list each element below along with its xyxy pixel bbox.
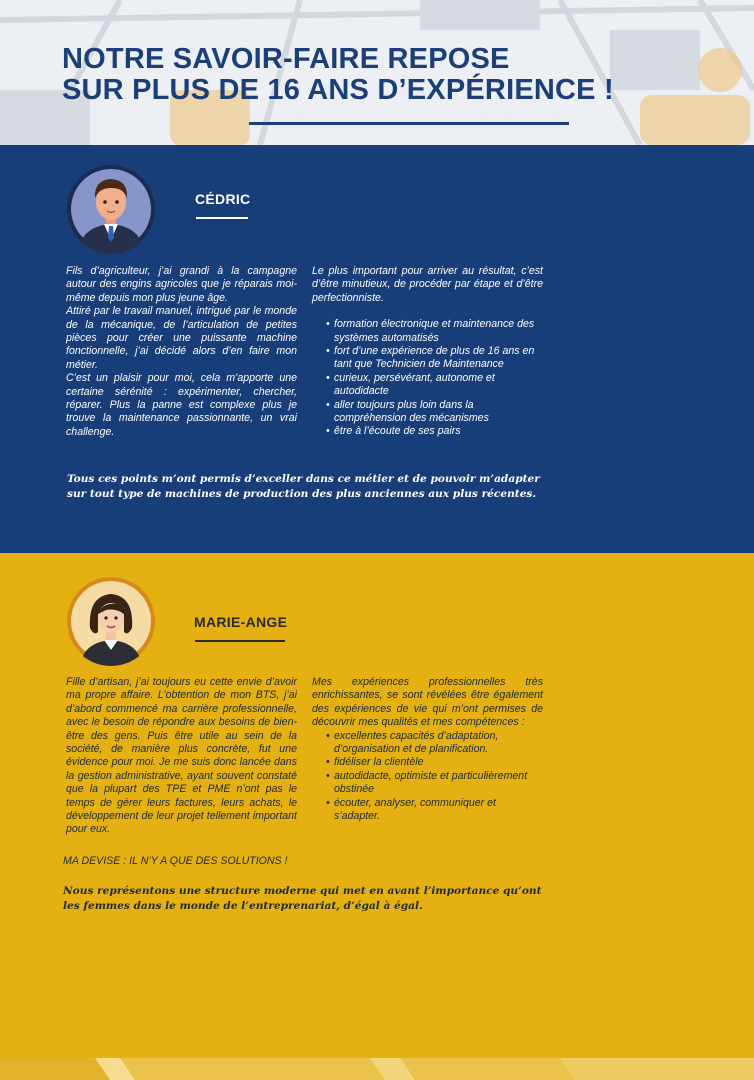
- list-item: • écouter, analyser, communiquer et s’adapter.: [326, 797, 543, 824]
- list-item: • fort d’une expérience de plus de 16 ans en tant que Technicien de Maintenance: [326, 345, 543, 372]
- cedric-paragraph-3: C’est un plaisir pour moi, cela m’apporte une certaine sérénité : expérimenter, chercher, réparer. Plus la panne est complexe plus je trouve la maintenance passionnante, un vrai challenge.: [66, 372, 297, 438]
- marie-ange-avatar: [66, 576, 156, 666]
- marie-ange-intro: Mes expériences professionnelles très enrichissantes, se sont révélées être également des expériences de vie qui m’ont permises de découvrir mes qualités et mes compétences :: [312, 676, 543, 729]
- list-item: • excellentes capacités d’adaptation, d’organisation et de planification.: [326, 730, 543, 757]
- list-item: • aller toujours plus loin dans la compréhension des mécanismes: [326, 399, 543, 426]
- list-item: • formation électronique et maintenance des systèmes automatisés: [326, 318, 543, 345]
- marie-ange-bullet-list: [312, 730, 543, 824]
- footer-band: [0, 1058, 754, 1080]
- marie-ange-story-column: [66, 676, 297, 837]
- marie-ange-quote: Nous représentons une structure moderne qui met en avant l’importance qu’ont les femmes dans le monde de l’entreprenariat, d’égal à égal.: [63, 885, 542, 912]
- cedric-quote: Tous ces points m’ont permis d’exceller dans ce métier et de pouvoir m’adapter sur tout type de machines de production des plus anciennes aux plus récentes.: [67, 473, 540, 500]
- title-underline: [249, 122, 569, 125]
- marie-ange-qualities-column: [312, 676, 543, 823]
- cedric-avatar: [66, 164, 156, 254]
- cedric-paragraph-2: Attiré par le travail manuel, intrigué par le monde de la mécanique, de l’articulation de petites pièces pour créer une puissante machine fonctionnelle, j’ai décidé alors d’en faire mon métier.: [66, 305, 297, 371]
- cedric-story-column: [66, 265, 297, 439]
- marie-ange-name-underline: [195, 640, 285, 642]
- list-item: • fidéliser la clientèle: [326, 756, 543, 769]
- cedric-name: CÉDRIC: [195, 191, 251, 207]
- title-line-1: NOTRE SAVOIR-FAIRE REPOSE: [62, 43, 510, 75]
- list-item: • autodidacte, optimiste et particulièrement obstinée: [326, 770, 543, 797]
- cedric-qualities-column: [312, 265, 543, 439]
- marie-ange-motto: MA DEVISE : IL N’Y A QUE DES SOLUTIONS !: [63, 855, 288, 867]
- cedric-section: [0, 145, 754, 553]
- marie-ange-name: MARIE-ANGE: [194, 614, 288, 630]
- cedric-paragraph-1: Fils d’agriculteur, j’ai grandi à la campagne autour des engins agricoles que je réparais moi-même depuis mon plus jeune âge.: [66, 265, 297, 304]
- cedric-name-underline: [196, 217, 248, 219]
- title-line-2: SUR PLUS DE 16 ANS D’EXPÉRIENCE !: [62, 74, 614, 106]
- marie-ange-section: [0, 553, 754, 1058]
- page-title: [62, 44, 614, 106]
- cedric-bullet-list: [312, 318, 543, 439]
- cedric-intro: Le plus important pour arriver au résultat, c’est d’être minutieux, de procéder par étape et d’être perfectionniste.: [312, 265, 543, 304]
- list-item: • être à l’écoute de ses pairs: [326, 425, 543, 438]
- marie-ange-paragraph: Fille d’artisan, j’ai toujours eu cette envie d’avoir ma propre affaire. L’obtention de mon BTS, j’ai d’abord commencé ma carrière professionnelle, avec le besoin de répondre aux besoins de bien-être des gens. Puis être utile au sein de la société, de manière plus concrète, fut une évidence pour moi. Je me suis donc lancée dans la gestion administrative, ayant souvent constaté que la plupart des TPE et PME n’ont pas le temps de gérer leurs factures, leurs achats, le développement de leur projet tellement important pour eux.: [66, 676, 297, 836]
- header-banner: [0, 0, 754, 145]
- list-item: • curieux, persévérant, autonome et autodidacte: [326, 372, 543, 399]
- footer-decoration: [0, 1058, 754, 1080]
